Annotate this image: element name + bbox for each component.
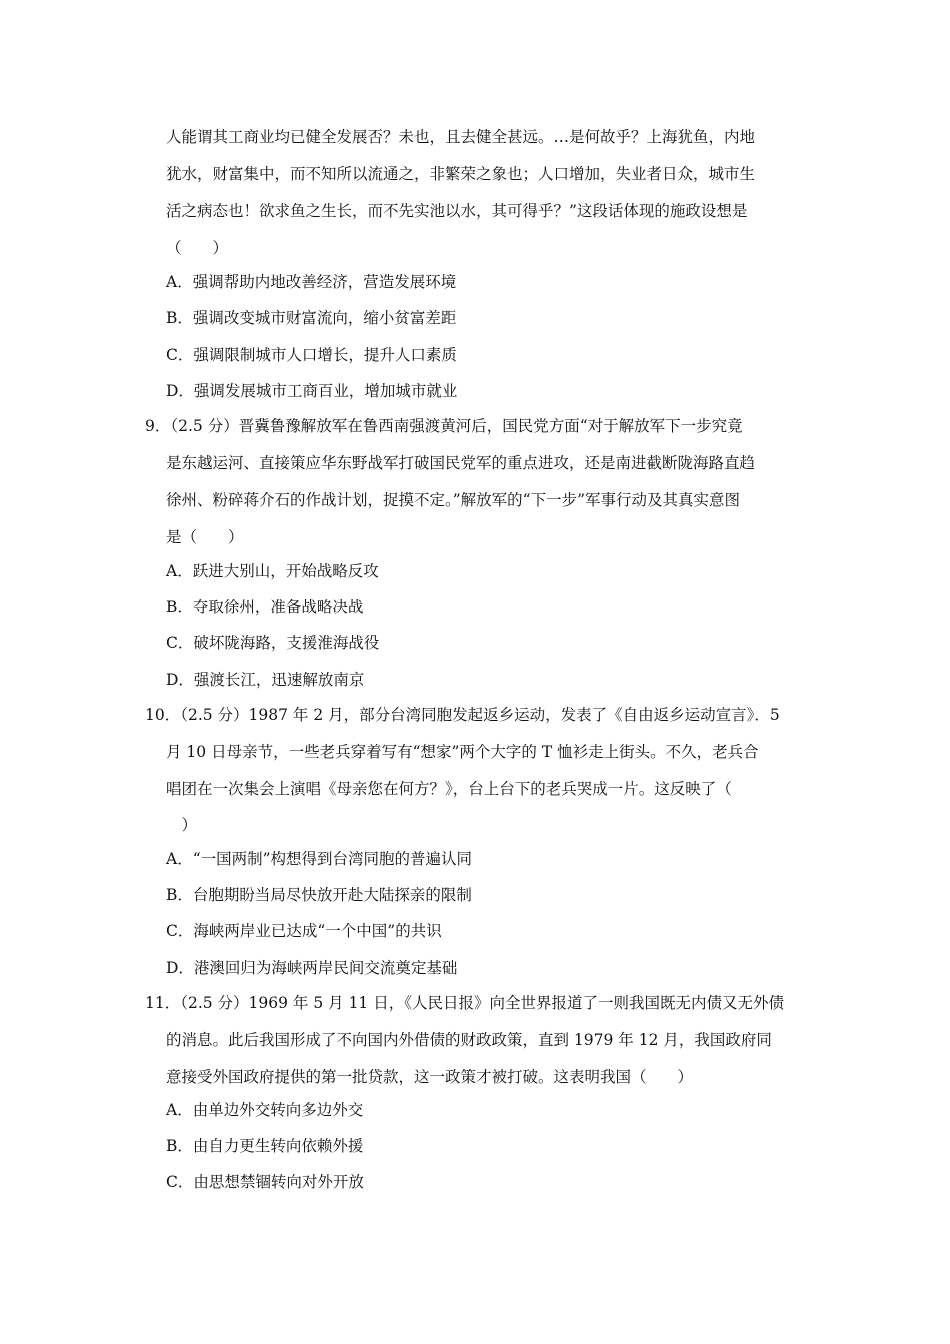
q8-option-a: A．强调帮助内地改善经济，营造发展环境	[166, 273, 457, 291]
q8-answer-blank: （ ）	[166, 239, 229, 257]
q10-answer-blank: ）	[166, 816, 198, 834]
q9-stem-line-4: 是（ ）	[166, 528, 244, 546]
q10-option-d: D．港澳回归为海峡两岸民间交流奠定基础	[166, 959, 458, 977]
q8-stem-line-1: 人能谓其工商业均已健全发展否？未也，且去健全甚远。…是何故乎？上海犹鱼，内地	[166, 128, 756, 146]
q8-stem-line-2: 犹水，财富集中，而不知所以流通之，非繁荣之象也；人口增加，失业者日众，城市生	[166, 165, 756, 183]
q8-option-d: D．强调发展城市工商百业，增加城市就业	[166, 382, 458, 400]
q10-first-line: 10．（2.5 分）1987 年 2 月，部分台湾同胞发起返乡运动，发表了《自由返乡运动宣言》．5	[145, 706, 780, 724]
q8-option-b: B．强调改变城市财富流向，缩小贫富差距	[166, 309, 457, 327]
q10-option-b: B．台胞期盼当局尽快放开赴大陆探亲的限制	[166, 886, 472, 904]
q9-option-c: C．破坏陇海路，支援淮海战役	[166, 634, 380, 652]
q11-stem-line-3: 意接受外国政府提供的第一批贷款，这一政策才被打破。这表明我国（ ）	[166, 1068, 694, 1086]
q11-option-b: B．由自力更生转向依赖外援	[166, 1137, 364, 1155]
q10-stem-line-3: 唱团在一次集会上演唱《母亲您在何方？》，台上台下的老兵哭成一片。这反映了（	[166, 780, 732, 798]
q9-option-d: D．强渡长江，迅速解放南京	[166, 671, 365, 689]
q11-first-line: 11．（2.5 分）1969 年 5 月 11 日，《人民日报》向全世界报道了一则我国既无内债又无外债	[145, 994, 784, 1012]
q10-stem-line-2: 月 10 日母亲节，一些老兵穿着写有“想家”两个大字的 T 恤衫走上街头。不久，老兵合	[166, 743, 759, 761]
q11-stem-line-2: 的消息。此后我国形成了不向国内外借债的财政政策，直到 1979 年 12 月，我国政府同	[166, 1031, 772, 1049]
q9-stem-line-2: 是东越运河、直接策应华东野战军打破国民党军的重点进攻，还是南进截断陇海路直趋	[166, 454, 756, 472]
q9-stem-line-3: 徐州、粉碎蒋介石的作战计划，捉摸不定。”解放军的“下一步”军事行动及其真实意图	[166, 491, 741, 509]
q8-stem-line-3: 活之病态也！欲求鱼之生长，而不先实池以水，其可得乎？”这段话体现的施政设想是	[166, 202, 748, 220]
q9-first-line: 9．（2.5 分）晋冀鲁豫解放军在鲁西南强渡黄河后，国民党方面“对于解放军下一步究竟	[145, 417, 743, 435]
q11-option-a: A．由单边外交转向多边外交	[166, 1101, 364, 1119]
q9-option-a: A．跃进大别山，开始战略反攻	[166, 562, 379, 580]
q10-option-c: C．海峡两岸业已达成“一个中国”的共识	[166, 922, 442, 940]
q8-option-c: C．强调限制城市人口增长，提升人口素质	[166, 346, 457, 364]
q11-option-c: C．由思想禁锢转向对外开放	[166, 1173, 364, 1191]
q9-option-b: B．夺取徐州，准备战略决战	[166, 598, 364, 616]
q10-option-a: A．“一国两制”构想得到台湾同胞的普遍认同	[166, 850, 473, 868]
